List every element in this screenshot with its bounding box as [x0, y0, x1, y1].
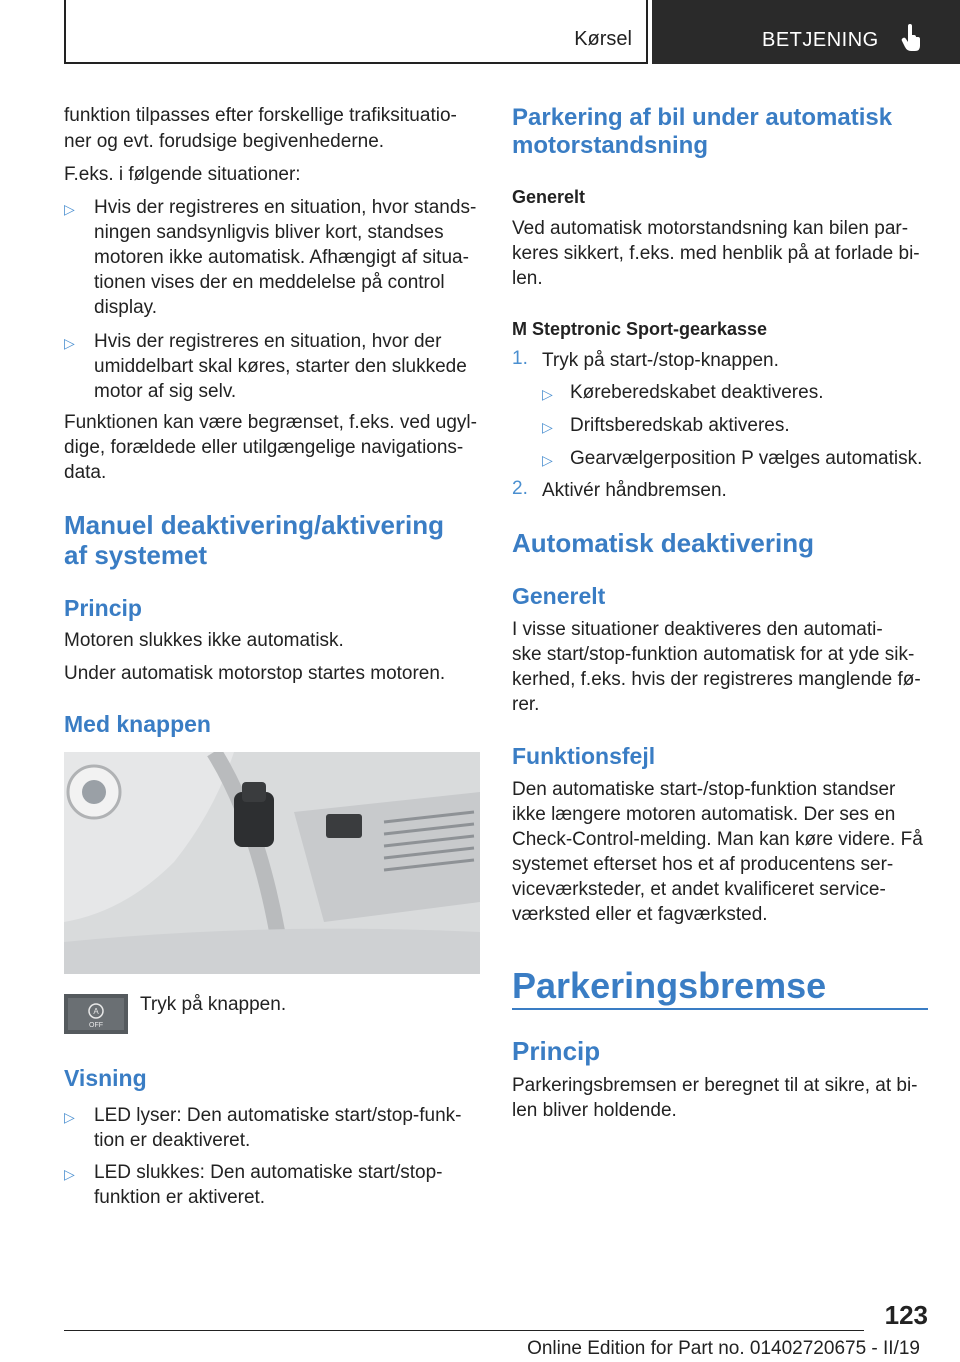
- heading-princip: Princip: [64, 595, 142, 621]
- heading-princip-2: Princip: [512, 1036, 601, 1066]
- examples-label: F.eks. i følgende situationer:: [64, 164, 301, 185]
- bullet1-line-2: ningen sandsynligvis bliver kort, standses: [94, 222, 444, 243]
- heading-generelt-2: Generelt: [512, 583, 606, 609]
- header-chapter-title: BETJENING: [762, 29, 879, 51]
- princip-line-2: Under automatisk motorstop startes motoren.: [64, 663, 446, 684]
- auto-line-1: I visse situationer deaktiveres den automati-: [512, 619, 883, 640]
- limits-line-3: data.: [64, 462, 107, 483]
- princip2-line-2: len bliver holdende.: [512, 1100, 677, 1121]
- heading-parkering-line-2: motorstandsning: [512, 132, 708, 159]
- heading-automatisk-deaktivering: Automatisk deaktivering: [512, 528, 814, 558]
- visning1-line-2: tion er deaktiveret.: [94, 1130, 251, 1151]
- heading-manual-line-2: af systemet: [64, 540, 208, 570]
- heading-generelt: Generelt: [512, 187, 586, 207]
- auto-start-stop-off-button-image: [64, 994, 128, 1034]
- bullet-arrow-icon: ▷: [542, 452, 553, 468]
- page-number: 123: [884, 1300, 928, 1330]
- bullet-arrow-icon: ▷: [64, 1109, 75, 1125]
- bullet1-line-1: Hvis der registreres en situation, hvor stands-: [94, 197, 477, 218]
- limits-line-1: Funktionen kan være begrænset, f.eks. ved ugyl-: [64, 412, 477, 433]
- bullet-arrow-icon: ▷: [64, 201, 75, 217]
- substep-2: Driftsberedskab aktiveres.: [570, 415, 790, 436]
- footer-edition: Online Edition for Part no. 01402720675 - II/19: [527, 1338, 920, 1359]
- bullet1-line-5: display.: [94, 297, 158, 318]
- step-number: 2.: [512, 478, 528, 499]
- heading-visning: Visning: [64, 1065, 147, 1091]
- fejl-line-6: værksted eller et fagværksted.: [512, 904, 768, 925]
- fejl-line-4: systemet efterset hos et af producentens ser-: [512, 854, 894, 875]
- heading-manual-line-1: Manuel deaktivering/aktivering: [64, 510, 445, 540]
- auto-line-3: kerhed, f.eks. hvis der registreres manglende fø-: [512, 669, 921, 690]
- button-off-label: OFF: [89, 1022, 103, 1029]
- section-divider: [512, 1008, 928, 1010]
- bullet-arrow-icon: ▷: [64, 335, 75, 351]
- button-caption: Tryk på knappen.: [140, 994, 287, 1015]
- footer-divider: [64, 1330, 864, 1331]
- visning1-line-1: LED lyser: Den automatiske start/stop-funk-: [94, 1105, 462, 1126]
- bullet-arrow-icon: ▷: [542, 419, 553, 435]
- header-section-tab: [64, 0, 648, 64]
- bullet1-line-4: tionen vises der en meddelelse på control: [94, 272, 445, 293]
- visning2-line-1: LED slukkes: Den automatiske start/stop-: [94, 1162, 443, 1183]
- generelt-line-3: len.: [512, 268, 543, 289]
- header-section-title: Kørsel: [574, 28, 632, 50]
- step-1-text: Tryk på start-/stop-knappen.: [542, 350, 779, 371]
- hand-pointer-icon: [900, 24, 922, 52]
- dashboard-photo: [64, 752, 480, 974]
- heading-parkeringsbremse: Parkeringsbremse: [512, 965, 827, 1006]
- fejl-line-1: Den automatiske start-/stop-funktion standser: [512, 779, 896, 800]
- step-number: 1.: [512, 348, 528, 369]
- intro-line-1: funktion tilpasses efter forskellige trafiksituatio-: [64, 105, 457, 126]
- fejl-line-3: Check-Control-melding. Man kan køre videre. Få: [512, 829, 923, 850]
- header-chapter-tab: [652, 0, 960, 64]
- princip-line-1: Motoren slukkes ikke automatisk.: [64, 630, 344, 651]
- auto-line-4: rer.: [512, 694, 540, 715]
- bullet2-line-1: Hvis der registreres en situation, hvor der: [94, 331, 442, 352]
- generelt-line-2: keres sikkert, f.eks. med henblik på at forlade bi-: [512, 243, 920, 264]
- limits-line-2: dige, forældede eller utilgængelige navigations-: [64, 437, 464, 458]
- heading-funktionsfejl: Funktionsfejl: [512, 743, 656, 769]
- bullet1-line-3: motoren ikke automatisk. Afhængigt af situa-: [94, 247, 469, 268]
- fejl-line-2: ikke længere motoren automatisk. Der ses en: [512, 804, 896, 825]
- heading-parkering-line-1: Parkering af bil under automatisk: [512, 104, 893, 131]
- substep-3: Gearvælgerposition P vælges automatisk.: [570, 448, 923, 469]
- bullet2-line-2: umiddelbart skal køres, starter den slukkede: [94, 356, 467, 377]
- bullet-arrow-icon: ▷: [542, 386, 553, 402]
- bullet2-line-3: motor af sig selv.: [94, 381, 237, 402]
- step-2-text: Aktivér håndbremsen.: [542, 480, 727, 501]
- auto-line-2: ske start/stop-funktion automatisk for at yde sik-: [512, 644, 915, 665]
- generelt-line-1: Ved automatisk motorstandsning kan bilen par-: [512, 218, 909, 239]
- fejl-line-5: viceværksteder, et andet kvalificeret service-: [512, 879, 886, 900]
- intro-line-2: ner og evt. forudsige begivenhederne.: [64, 131, 385, 152]
- svg-text:A: A: [93, 1007, 99, 1016]
- bullet-arrow-icon: ▷: [64, 1166, 75, 1182]
- heading-med-knappen: Med knappen: [64, 711, 211, 737]
- princip2-line-1: Parkeringsbremsen er beregnet til at sikre, at bi-: [512, 1075, 918, 1096]
- heading-steptronic: M Steptronic Sport-gearkasse: [512, 319, 768, 339]
- substep-1: Køreberedskabet deaktiveres.: [570, 382, 824, 403]
- visning2-line-2: funktion er aktiveret.: [94, 1187, 266, 1208]
